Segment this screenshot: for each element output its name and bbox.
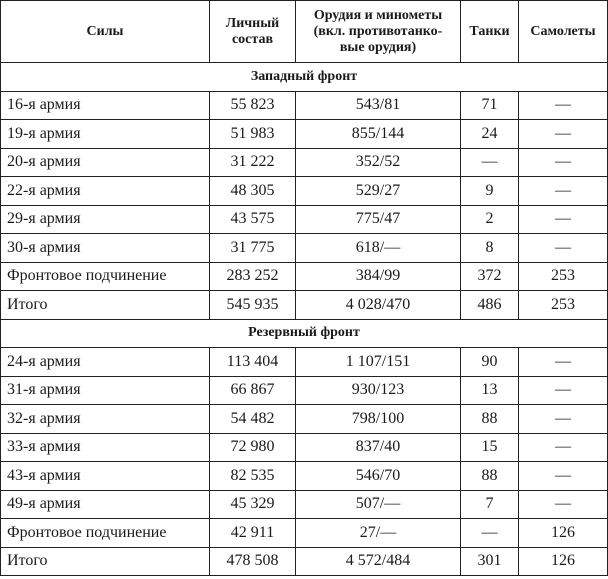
cell-name: Итого — [1, 547, 210, 576]
cell-personnel: 113 404 — [210, 348, 296, 377]
cell-personnel: 31 222 — [210, 148, 296, 177]
cell-name: Фронтовое подчинение — [1, 262, 210, 291]
cell-aircraft: 126 — [519, 519, 608, 548]
header-row — [1, 1, 608, 63]
cell-personnel: 31 775 — [210, 234, 296, 263]
table-row — [1, 519, 608, 548]
cell-guns: 529/27 — [296, 177, 461, 206]
cell-name: 19-я армия — [1, 120, 210, 149]
cell-personnel: 55 823 — [210, 91, 296, 120]
cell-name: 30-я армия — [1, 234, 210, 263]
cell-tanks: 8 — [461, 234, 519, 263]
table-row — [1, 462, 608, 491]
table-row — [1, 376, 608, 405]
cell-name: 32-я армия — [1, 405, 210, 434]
cell-tanks: — — [461, 148, 519, 177]
cell-aircraft: — — [519, 376, 608, 405]
table-row — [1, 234, 608, 263]
cell-guns: 352/52 — [296, 148, 461, 177]
cell-tanks: 7 — [461, 490, 519, 519]
cell-tanks: — — [461, 519, 519, 548]
header-forces: Силы — [1, 1, 210, 63]
cell-tanks: 88 — [461, 462, 519, 491]
cell-personnel: 72 980 — [210, 433, 296, 462]
cell-name: 29-я армия — [1, 205, 210, 234]
cell-name: 22-я армия — [1, 177, 210, 206]
cell-guns: 4 028/470 — [296, 291, 461, 320]
cell-name: Итого — [1, 291, 210, 320]
cell-aircraft: — — [519, 91, 608, 120]
cell-tanks: 301 — [461, 547, 519, 576]
cell-personnel: 51 983 — [210, 120, 296, 149]
cell-personnel: 82 535 — [210, 462, 296, 491]
cell-guns: 1 107/151 — [296, 348, 461, 377]
cell-tanks: 2 — [461, 205, 519, 234]
cell-aircraft: — — [519, 177, 608, 206]
cell-aircraft: — — [519, 120, 608, 149]
cell-name: 16-я армия — [1, 91, 210, 120]
cell-personnel: 48 305 — [210, 177, 296, 206]
cell-name: 20-я армия — [1, 148, 210, 177]
cell-guns: 507/— — [296, 490, 461, 519]
header-tanks: Танки — [461, 1, 519, 63]
cell-tanks: 486 — [461, 291, 519, 320]
cell-guns: 855/144 — [296, 120, 461, 149]
table-row — [1, 433, 608, 462]
cell-guns: 775/47 — [296, 205, 461, 234]
table-row — [1, 405, 608, 434]
header-guns — [296, 1, 461, 63]
table-row — [1, 120, 608, 149]
cell-personnel: 45 329 — [210, 490, 296, 519]
cell-aircraft: — — [519, 405, 608, 434]
cell-personnel: 43 575 — [210, 205, 296, 234]
header-personnel-line: состав — [231, 31, 274, 47]
header-guns-line: вые орудия) — [339, 39, 417, 55]
cell-aircraft: — — [519, 148, 608, 177]
cell-tanks: 90 — [461, 348, 519, 377]
cell-aircraft: — — [519, 433, 608, 462]
cell-guns: 27/— — [296, 519, 461, 548]
cell-personnel: 66 867 — [210, 376, 296, 405]
cell-personnel: 478 508 — [210, 547, 296, 576]
cell-aircraft: — — [519, 462, 608, 491]
cell-guns: 543/81 — [296, 91, 461, 120]
table-row — [1, 262, 608, 291]
table-row — [1, 547, 608, 576]
section-title: Западный фронт — [1, 63, 608, 92]
cell-name: 24-я армия — [1, 348, 210, 377]
table-row — [1, 177, 608, 206]
cell-tanks: 71 — [461, 91, 519, 120]
table-row — [1, 348, 608, 377]
cell-name: Фронтовое подчинение — [1, 519, 210, 548]
cell-tanks: 88 — [461, 405, 519, 434]
cell-personnel: 283 252 — [210, 262, 296, 291]
header-personnel — [210, 1, 296, 63]
cell-name: 49-я армия — [1, 490, 210, 519]
cell-tanks: 15 — [461, 433, 519, 462]
cell-tanks: 372 — [461, 262, 519, 291]
cell-aircraft: — — [519, 234, 608, 263]
cell-tanks: 24 — [461, 120, 519, 149]
cell-aircraft: — — [519, 205, 608, 234]
table-row — [1, 205, 608, 234]
cell-aircraft: — — [519, 490, 608, 519]
header-guns-line: Орудия и минометы — [313, 7, 443, 23]
table-row — [1, 490, 608, 519]
cell-guns: 546/70 — [296, 462, 461, 491]
cell-aircraft: 253 — [519, 262, 608, 291]
cell-guns: 837/40 — [296, 433, 461, 462]
cell-tanks: 9 — [461, 177, 519, 206]
cell-name: 43-я армия — [1, 462, 210, 491]
cell-guns: 798/100 — [296, 405, 461, 434]
cell-guns: 930/123 — [296, 376, 461, 405]
cell-tanks: 13 — [461, 376, 519, 405]
table-row — [1, 148, 608, 177]
cell-name: 31-я армия — [1, 376, 210, 405]
cell-aircraft: 126 — [519, 547, 608, 576]
header-aircraft: Самолеты — [519, 1, 608, 63]
cell-aircraft: 253 — [519, 291, 608, 320]
cell-guns: 618/— — [296, 234, 461, 263]
cell-personnel: 54 482 — [210, 405, 296, 434]
cell-guns: 4 572/484 — [296, 547, 461, 576]
table-row — [1, 291, 608, 320]
cell-personnel: 42 911 — [210, 519, 296, 548]
header-personnel-line: Личный — [225, 15, 280, 31]
cell-personnel: 545 935 — [210, 291, 296, 320]
section-row — [1, 319, 608, 348]
cell-aircraft: — — [519, 348, 608, 377]
section-title: Резервный фронт — [1, 319, 608, 348]
cell-name: 33-я армия — [1, 433, 210, 462]
section-row — [1, 63, 608, 92]
cell-guns: 384/99 — [296, 262, 461, 291]
header-guns-line: (вкл. противотанко- — [313, 23, 443, 39]
table-row — [1, 91, 608, 120]
